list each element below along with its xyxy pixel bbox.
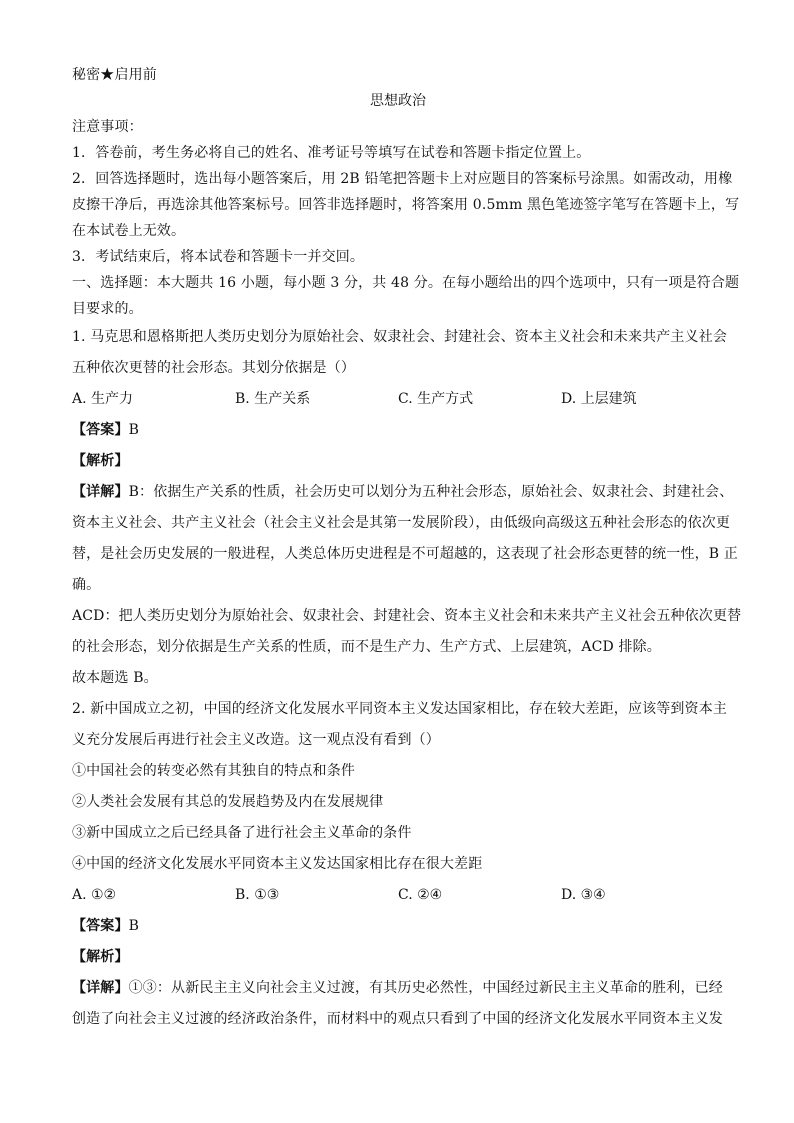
q1-options	[72, 384, 724, 415]
q1-option-c: C. 生产方式	[398, 391, 474, 407]
analysis-tag: 【解析】	[72, 949, 129, 965]
q2-stem: 义充分发展后再进行社会主义改造。这一观点没有看到（）	[72, 732, 440, 748]
q1-answer	[72, 415, 724, 446]
q2-statement: ①中国社会的转变必然有其独自的特点和条件	[72, 763, 355, 779]
q1-conclusion: 故本题选 B。	[72, 670, 158, 686]
detail-text: B：依据生产关系的性质，社会历史可以划分为五种社会形态，原始社会、奴隶社会、封建社会、	[128, 484, 734, 500]
q2-option-a: A. ①②	[72, 887, 117, 903]
q2-detail	[72, 973, 724, 1004]
answer-tag: 【答案】	[72, 918, 129, 934]
q1-acd: ACD：把人类历史划分为原始社会、奴隶社会、封建社会、资本主义社会和未来共产主义社会五种依次更替	[72, 608, 742, 624]
notice-item: 3．考试结束后，将本试卷和答题卡一并交回。	[72, 249, 365, 265]
q1-option-d: D. 上层建筑	[561, 391, 637, 407]
q2-answer	[72, 911, 724, 942]
q2-options	[72, 880, 724, 911]
q2-statement: ②人类社会发展有其总的发展趋势及内在发展规律	[72, 794, 384, 810]
q2-statement: ③新中国成立之后已经具备了进行社会主义革命的条件	[72, 825, 412, 841]
q1-acd: 的社会形态，划分依据是生产关系的性质，而不是生产力、生产方式、上层建筑，ACD 排除。	[72, 639, 661, 655]
q1-detail: 资本主义社会、共产主义社会（社会主义社会是其第一发展阶段），由低级向高级这五种社会形态的依次更	[72, 515, 731, 531]
notice-item: 1．答卷前，考生务必将自己的姓名、准考证号等填写在试卷和答题卡指定位置上。	[72, 145, 591, 161]
notice-item: 2．回答选择题时，选出每小题答案后，用 2B 铅笔把答题卡上对应题目的答案标号涂黑。如需改动，用橡	[72, 171, 733, 187]
q1-option-a: A. 生产力	[72, 391, 134, 407]
q1-detail	[72, 477, 734, 508]
exam-page	[72, 62, 742, 1035]
q2-option-d: D. ③④	[561, 887, 606, 903]
q2-option-b: B. ①③	[235, 887, 280, 903]
analysis-tag: 【解析】	[72, 453, 129, 469]
section-heading: 目要求的。	[72, 301, 143, 317]
notice-item: 在本试卷上无效。	[72, 223, 186, 239]
q2-stem: 2. 新中国成立之初，中国的经济文化发展水平同资本主义发达国家相比，存在较大差距，应该等到资本主	[72, 701, 728, 717]
answer-tag: 【答案】	[72, 422, 129, 438]
detail-text: ①③：从新民主主义向社会主义过渡，有其历史必然性，中国经过新民主主义革命的胜利，已经	[128, 980, 723, 996]
q2-detail: 创造了向社会主义过渡的经济政治条件，而材料中的观点只看到了中国的经济文化发展水平同资本主义发	[72, 1011, 723, 1027]
q2-analysis	[72, 942, 724, 973]
q1-stem: 五种依次更替的社会形态。其划分依据是（）	[72, 360, 355, 376]
q1-stem: 1. 马克思和恩格斯把人类历史划分为原始社会、奴隶社会、封建社会、资本主义社会和未来共产主义社会	[72, 329, 728, 345]
q2-option-c: C. ②④	[398, 887, 443, 903]
subject-title: 思想政治	[370, 93, 426, 109]
answer-value: B	[128, 422, 140, 438]
notice-item: 皮擦干净后，再选涂其他答案标号。回答非选择题时，将答案用 0.5mm 黑色笔迹签字笔写在答题卡上，写	[72, 197, 740, 213]
answer-value: B	[128, 918, 140, 934]
q2-statement: ④中国的经济文化发展水平同资本主义发达国家相比存在很大差距	[72, 856, 483, 872]
q1-detail: 替，是社会历史发展的一般进程，人类总体历史进程是不可超越的，这表现了社会形态更替的统一性，B 正	[72, 546, 738, 562]
detail-tag: 【详解】	[72, 980, 129, 996]
detail-tag: 【详解】	[72, 484, 129, 500]
notice-title: 注意事项：	[72, 119, 143, 135]
q1-analysis	[72, 446, 724, 477]
confidential-mark: 秘密★启用前	[72, 67, 157, 83]
q1-detail: 确。	[72, 577, 101, 593]
q1-option-b: B. 生产关系	[235, 391, 311, 407]
section-heading: 一、选择题：本大题共 16 小题，每小题 3 分，共 48 分。在每小题给出的四个选项中，只有一项是符合题	[72, 275, 740, 291]
